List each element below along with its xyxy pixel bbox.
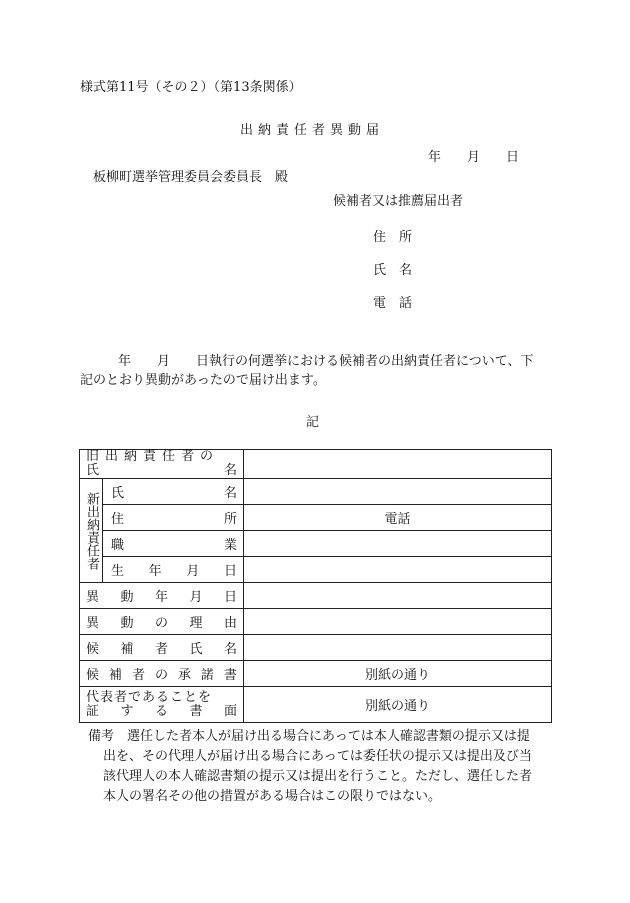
cd-2: 年 <box>154 590 168 605</box>
candidate-name-value[interactable] <box>244 635 552 661</box>
submitter-name-label: 氏 名 <box>373 263 413 278</box>
submitter-label: 候補者又は推薦届出者 <box>333 194 464 209</box>
rp-3: 書 <box>189 703 203 719</box>
new-address-a: 住 <box>111 512 125 527</box>
consent-spread <box>86 664 237 683</box>
change-reason-label <box>80 609 244 635</box>
new-name-label <box>103 479 244 505</box>
cd-1: 動 <box>120 590 134 605</box>
representative-proof-value: 別紙の通り <box>244 687 552 723</box>
row-new-address <box>80 505 552 531</box>
addressee: 板柳町選挙管理委員会委員長 殿 <box>93 170 289 185</box>
change-date-label <box>80 583 244 609</box>
change-reason-value[interactable] <box>244 609 552 635</box>
new-occupation-a: 職 <box>111 538 125 553</box>
new-occupation-label <box>103 531 244 557</box>
rp-2: る <box>154 703 168 719</box>
row-new-occupation <box>80 531 552 557</box>
cr-1: 動 <box>120 616 134 631</box>
cs-0: 候 <box>86 668 100 683</box>
document-title: 出納責任者異動届 <box>240 123 385 138</box>
ki-heading: 記 <box>306 415 320 430</box>
rep-line2 <box>86 705 237 719</box>
form-number: 様式第11号（その２）（第13条関係） <box>80 80 302 95</box>
new-occupation-b: 業 <box>223 538 237 553</box>
new-name-value[interactable] <box>244 479 552 505</box>
candidate-name-spread <box>86 638 237 657</box>
cr-4: 由 <box>223 616 237 631</box>
cn-2: 者 <box>154 642 168 657</box>
row-candidate-name <box>80 635 552 661</box>
body-line-2: 記のとおり異動があったので届け出ます。 <box>80 373 326 388</box>
cn-4: 名 <box>223 642 237 657</box>
new-name-b: 名 <box>223 486 237 501</box>
submitter-address-label: 住 所 <box>373 230 413 245</box>
cs-5: 諾 <box>200 668 214 683</box>
new-address-value[interactable] <box>244 505 552 531</box>
old-label-a: 氏 <box>86 463 100 478</box>
cd-4: 日 <box>223 590 237 605</box>
body-line-1: 年 月 日執行の何選挙における候補者の出納責任者について、下 <box>118 354 534 369</box>
new-address-b: 所 <box>223 512 237 527</box>
change-date-spread <box>86 586 237 605</box>
rp-1: す <box>120 703 134 719</box>
row-new-name <box>80 479 552 505</box>
cn-0: 候 <box>86 642 100 657</box>
remarks-line-4: 本人の署名その他の措置がある場合はこの限りではない。 <box>103 789 442 804</box>
new-occupation-spread <box>109 534 237 553</box>
rp-4: 面 <box>223 703 237 719</box>
consent-label <box>80 661 244 687</box>
old-treasurer-label <box>80 450 244 479</box>
new-address-label <box>103 505 244 531</box>
new-birthdate-label <box>103 557 244 583</box>
old-label-line1-text: 旧出納責任者の <box>86 449 220 464</box>
old-label-b: 名 <box>223 463 237 478</box>
candidate-name-label <box>80 635 244 661</box>
change-date-value[interactable] <box>244 583 552 609</box>
row-change-reason <box>80 609 552 635</box>
birth-0: 生 <box>111 564 125 579</box>
row-consent <box>80 661 552 687</box>
old-label-line2 <box>86 464 237 478</box>
row-change-date <box>80 583 552 609</box>
old-treasurer-value[interactable] <box>244 450 552 479</box>
cs-3: の <box>154 668 168 683</box>
cd-0: 異 <box>86 590 100 605</box>
submission-date: 年 月 日 <box>428 150 520 165</box>
change-form-table <box>79 449 552 723</box>
birth-3: 日 <box>223 564 237 579</box>
old-label-line1 <box>86 450 237 464</box>
cs-2: 者 <box>131 668 145 683</box>
submitter-phone-label: 電 話 <box>373 296 413 311</box>
cr-0: 異 <box>86 616 100 631</box>
cn-1: 補 <box>120 642 134 657</box>
row-new-birthdate <box>80 557 552 583</box>
rp-0: 証 <box>86 703 100 719</box>
cr-3: 理 <box>189 616 203 631</box>
remarks-line-1: 備考 選任した者本人が届け出る場合にあっては本人確認書類の提示又は提 <box>88 729 530 744</box>
rep-line1: 代表者であることを <box>86 689 213 705</box>
remarks <box>88 727 558 807</box>
phone-label: 電話 <box>384 512 411 527</box>
row-old-treasurer <box>80 450 552 479</box>
cr-2: の <box>154 616 168 631</box>
body-paragraph <box>80 352 556 390</box>
cn-3: 氏 <box>189 642 203 657</box>
row-representative-proof <box>80 687 552 723</box>
new-birthdate-value[interactable] <box>244 557 552 583</box>
new-occupation-value[interactable] <box>244 531 552 557</box>
remarks-line-2: 出を、その代理人が届け出る場合にあっては委任状の提示又は提出及び当 <box>103 749 532 764</box>
cs-1: 補 <box>108 668 122 683</box>
cs-4: 承 <box>177 668 191 683</box>
new-treasurer-group-label: 新出納責任者 <box>80 479 103 583</box>
change-reason-spread <box>86 612 237 631</box>
cd-3: 月 <box>189 590 203 605</box>
representative-proof-label <box>80 687 244 723</box>
consent-value: 別紙の通り <box>244 661 552 687</box>
birth-2: 月 <box>186 564 200 579</box>
birth-1: 年 <box>148 564 162 579</box>
remarks-line-3: 該代理人の本人確認書類の提示又は提出を行うこと。ただし、選任した者 <box>103 769 533 784</box>
new-name-spread <box>109 482 237 501</box>
new-address-spread <box>109 508 237 527</box>
new-name-a: 氏 <box>111 486 125 501</box>
cs-6: 書 <box>223 668 237 683</box>
new-birthdate-spread <box>109 560 237 579</box>
